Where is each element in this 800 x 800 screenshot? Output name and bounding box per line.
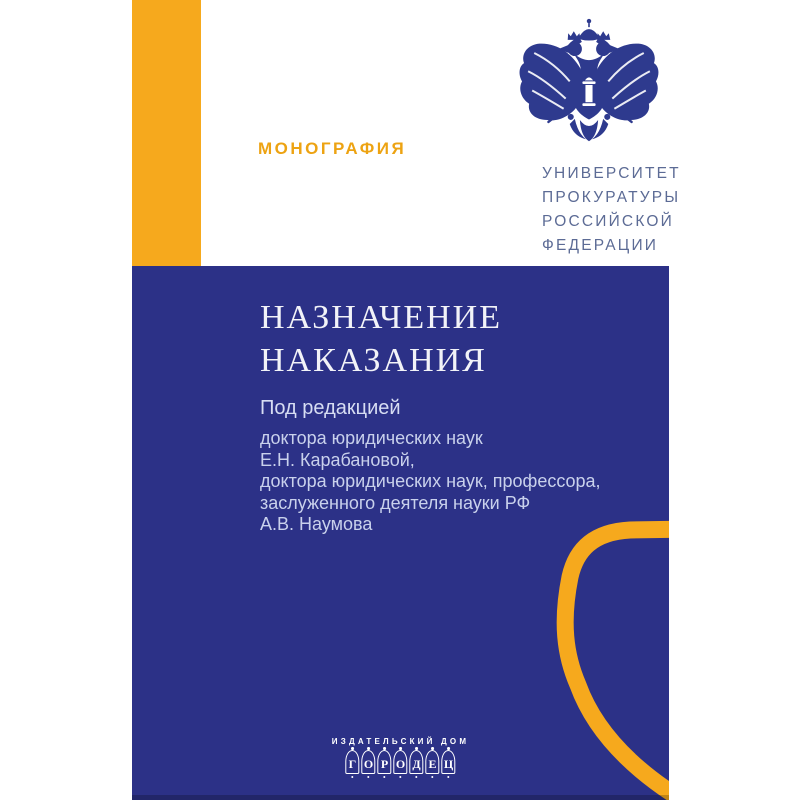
university-name [542, 162, 681, 258]
title-line: НАЗНАЧЕНИЕ [260, 299, 502, 336]
publisher-name [332, 750, 469, 774]
university-line: УНИВЕРСИТЕТ [542, 165, 681, 182]
publisher-logo [332, 737, 469, 774]
book-title [260, 296, 502, 382]
university-line: ПРОКУРАТУРЫ [542, 189, 681, 206]
university-line: РОССИЙСКОЙ [542, 213, 674, 230]
publisher-letter: Д [410, 750, 424, 774]
publisher-letter: Е [426, 750, 440, 774]
double-headed-eagle-icon [518, 14, 660, 162]
series-label: МОНОГРАФИЯ [258, 139, 407, 158]
editor-line: заслуженного деятеля науки РФ [260, 492, 531, 513]
book-cover [132, 0, 681, 800]
publisher-letter: О [394, 750, 408, 774]
university-line: ФЕДЕРАЦИИ [542, 237, 659, 254]
publisher-letter: О [362, 750, 376, 774]
editor-line: А.В. Наумова [260, 514, 373, 534]
publisher-tagline: ИЗДАТЕЛЬСКИЙ ДОМ [331, 737, 470, 746]
editor-line: доктора юридических наук [260, 428, 483, 448]
cover-main-panel [132, 266, 669, 800]
edited-by-label: Под редакцией [260, 397, 401, 419]
cover-top-area [132, 0, 681, 266]
publisher-letter: Ц [442, 750, 456, 774]
editor-line: доктора юридических наук, профессора, [260, 471, 601, 491]
editors-block [260, 428, 601, 536]
publisher-letter: Р [378, 750, 392, 774]
title-line: НАКАЗАНИЯ [260, 342, 487, 379]
publisher-letter: Г [346, 750, 360, 774]
editor-line: Е.Н. Карабановой, [260, 449, 415, 470]
